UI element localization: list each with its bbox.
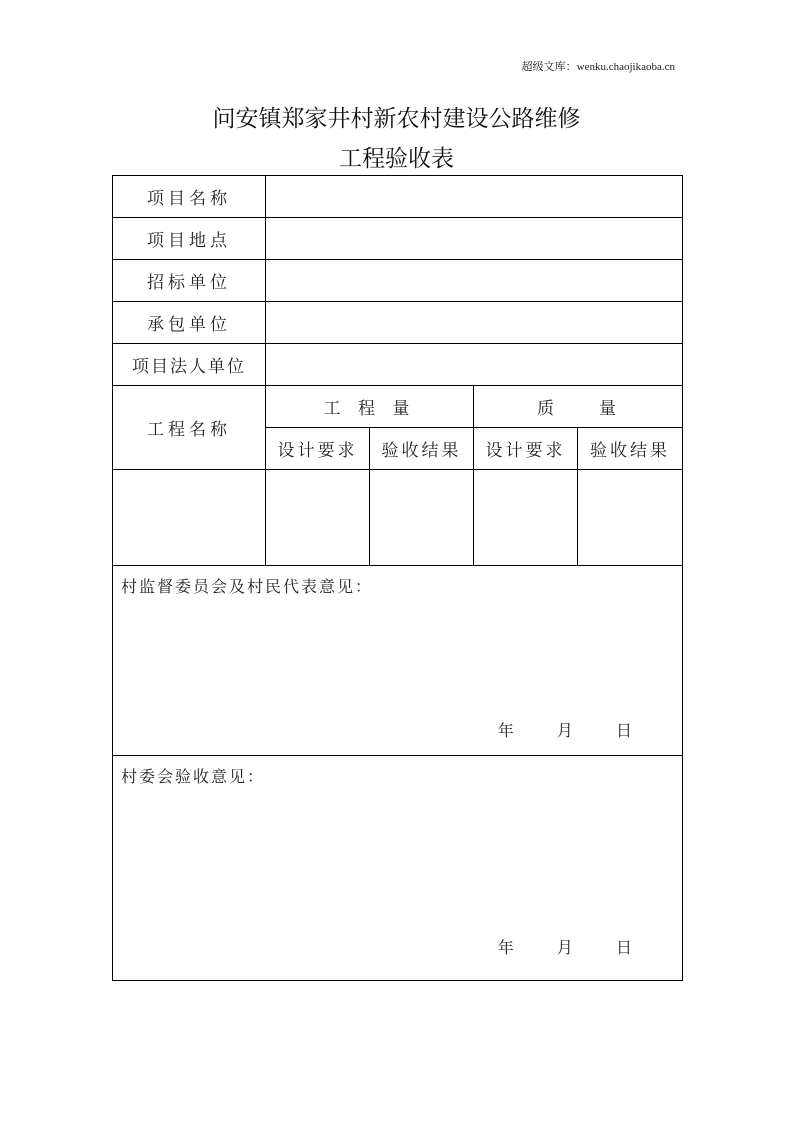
date-day: 日 [615, 938, 632, 957]
label-project-name: 项目名称 [113, 176, 266, 218]
date-month: 月 [556, 938, 573, 957]
field-project-name[interactable] [266, 176, 683, 218]
header-quantity: 工 程 量 [266, 386, 474, 428]
opinion-committee-date [478, 935, 632, 958]
cell-quality-result[interactable] [578, 470, 683, 566]
cell-quantity-design[interactable] [266, 470, 370, 566]
label-tender-unit: 招标单位 [113, 260, 266, 302]
field-tender-unit[interactable] [266, 260, 683, 302]
info-row-tender-unit [113, 260, 683, 302]
info-row-project-name [113, 176, 683, 218]
opinion-supervision-cell[interactable] [113, 566, 683, 756]
date-year: 年 [497, 938, 514, 957]
label-project-location: 项目地点 [113, 218, 266, 260]
acceptance-form-table [112, 175, 683, 981]
opinion-supervision-date [478, 718, 632, 741]
opinion-committee-cell[interactable] [113, 756, 683, 981]
subheader-quality-design: 设计要求 [474, 428, 578, 470]
label-project-name-col: 工程名称 [113, 386, 266, 470]
group-header-row [113, 386, 683, 428]
header-quality: 质 量 [474, 386, 683, 428]
date-month: 月 [556, 721, 573, 740]
label-legal-entity: 项目法人单位 [113, 344, 266, 386]
info-row-contractor [113, 302, 683, 344]
page-title-line1: 问安镇郑家井村新农村建设公路维修 [212, 106, 581, 132]
opinion-row-supervision [113, 566, 683, 756]
subheader-quantity-design: 设计要求 [266, 428, 370, 470]
subheader-quantity-result: 验收结果 [370, 428, 474, 470]
field-project-location[interactable] [266, 218, 683, 260]
info-row-project-location [113, 218, 683, 260]
subheader-quality-result: 验收结果 [578, 428, 683, 470]
cell-quality-design[interactable] [474, 470, 578, 566]
cell-quantity-result[interactable] [370, 470, 474, 566]
field-contractor[interactable] [266, 302, 683, 344]
opinion-supervision-label: 村监督委员会及村民代表意见： [121, 577, 374, 596]
watermark: 超级文库：wenku.chaojikaoba.cn [521, 61, 675, 73]
opinion-row-committee [113, 756, 683, 981]
date-year: 年 [497, 721, 514, 740]
opinion-committee-label: 村委会验收意见： [121, 767, 266, 786]
page-title-line2: 工程验收表 [339, 146, 454, 172]
data-row [113, 470, 683, 566]
date-day: 日 [615, 721, 632, 740]
info-row-legal-entity [113, 344, 683, 386]
label-contractor: 承包单位 [113, 302, 266, 344]
cell-project-name[interactable] [113, 470, 266, 566]
field-legal-entity[interactable] [266, 344, 683, 386]
